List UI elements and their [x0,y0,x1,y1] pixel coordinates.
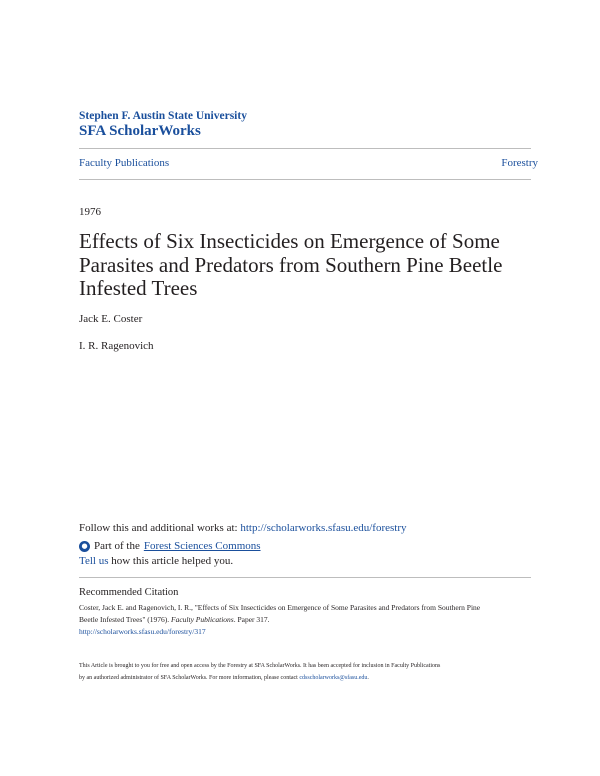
publication-year: 1976 [79,206,101,218]
citation-line-2 [79,614,531,626]
recommended-citation-heading: Recommended Citation [79,587,179,598]
faculty-publications-link[interactable]: Faculty Publications [79,157,170,169]
repository-name[interactable]: SFA ScholarWorks [79,123,201,139]
author-2: I. R. Ragenovich [79,340,154,352]
tell-us-line [79,555,233,567]
divider-nav [79,179,531,180]
citation-text [79,602,531,638]
contact-email-link[interactable]: cdsscholarworks@sfasu.edu [299,675,368,681]
part-of-line [79,540,261,552]
partof-prefix: Part of the [94,540,140,552]
footer-note [79,660,539,684]
follow-url-link[interactable]: http://scholarworks.sfasu.edu/forestry [240,522,407,534]
citation-line-2-start: Beetle Infested Trees" (1976). [79,615,171,624]
divider-citation [79,577,531,578]
university-name: Stephen F. Austin State University [79,110,247,122]
footer-line-2-start: by an authorized administrator of SFA ScholarWorks. For more information, please contact [79,675,300,681]
author-1: Jack E. Coster [79,313,143,325]
citation-url-link[interactable]: http://scholarworks.sfasu.edu/forestry/317 [79,627,206,636]
footer-line-2-end: . [367,675,369,681]
citation-journal: Faculty Publications [171,615,234,624]
tellus-suffix: how this article helped you. [108,555,234,567]
forest-sciences-commons-link[interactable]: Forest Sciences Commons [143,540,261,552]
forestry-link[interactable]: Forestry [501,157,538,169]
citation-line-1: Coster, Jack E. and Ragenovich, I. R., "Effects of Six Insecticides on Emergence of Some Parasites and Predators from Southern Pine [79,603,481,612]
follow-prefix: Follow this and additional works at: [79,522,241,534]
footer-line-1: This Article is brought to you for free and open access by the Forestry at SFA ScholarWorks. It has been accepted for inclusion in Faculty Publications [79,663,441,669]
divider-top [79,148,531,149]
tell-us-link[interactable]: Tell us [79,555,109,567]
citation-line-2-end: . Paper 317. [233,615,270,624]
commons-icon: ● [79,541,90,552]
footer-line-2 [79,672,539,684]
article-title: Effects of Six Insecticides on Emergence of Some Parasites and Predators from Southern Pine Beetle Infested Trees [79,229,503,300]
follow-line [79,522,407,534]
